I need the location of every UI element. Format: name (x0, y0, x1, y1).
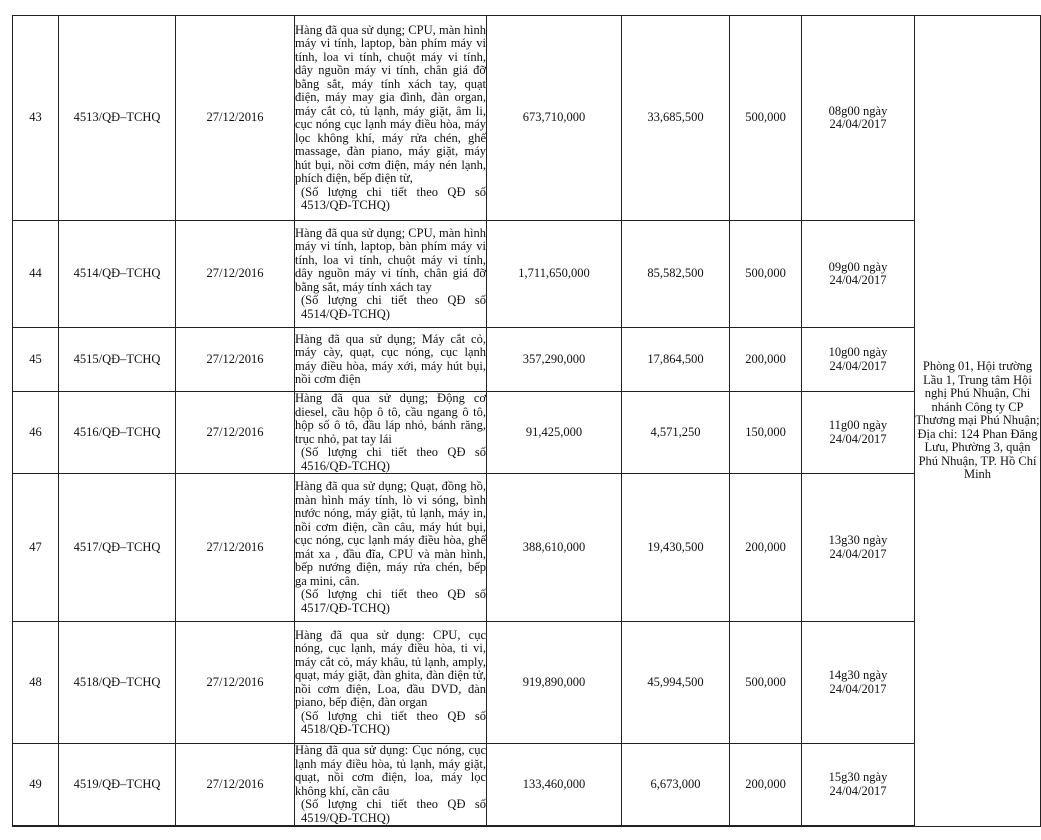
auction-time (802, 392, 915, 474)
row-number: 43 (13, 16, 59, 221)
auction-time (802, 622, 915, 744)
document-fee: 200,000 (730, 474, 802, 622)
decision-number: 4516/QĐ–TCHQ (59, 392, 176, 474)
table-row (13, 622, 1041, 744)
starting-price: 1,711,650,000 (487, 221, 622, 328)
decision-number: 4517/QĐ–TCHQ (59, 474, 176, 622)
quantity-note: (Số lượng chi tiết theo QĐ số 4514/QĐ-TCHQ) (301, 293, 486, 321)
deposit-amount: 45,994,500 (622, 622, 730, 744)
auction-time (802, 474, 915, 622)
auction-time-hour: 13g30 ngày (828, 533, 888, 547)
table-row (13, 328, 1041, 392)
auction-time-hour: 10g00 ngày (828, 345, 888, 359)
auction-time (802, 221, 915, 328)
starting-price: 388,610,000 (487, 474, 622, 622)
document-fee: 150,000 (730, 392, 802, 474)
starting-price: 357,290,000 (487, 328, 622, 392)
goods-description-text: Hàng đã qua sử dụng; Máy cắt cỏ, máy cày, quạt, cục nóng, cục lạnh máy điều hòa, máy xới, máy hút bụi, nồi cơm điện (295, 331, 486, 386)
quantity-note: (Số lượng chi tiết theo QĐ số 4517/QĐ-TCHQ) (301, 587, 486, 615)
auction-time-date: 24/04/2017 (829, 358, 887, 373)
goods-description-text: Hàng đã qua sử dụng; Động cơ diesel, cầu hộp ô tô, cầu ngang ô tô, hộp số ô tô, đầu láp nhỏ, bánh răng, trục nhỏ, pat tay lái (295, 391, 486, 446)
deposit-amount: 6,673,000 (622, 744, 730, 827)
document-fee: 200,000 (730, 328, 802, 392)
document-fee: 200,000 (730, 744, 802, 827)
starting-price: 673,710,000 (487, 16, 622, 221)
decision-date: 27/12/2016 (176, 16, 295, 221)
decision-date: 27/12/2016 (176, 392, 295, 474)
decision-number: 4518/QĐ–TCHQ (59, 622, 176, 744)
auction-time (802, 328, 915, 392)
auction-time (802, 744, 915, 827)
goods-description-text: Hàng đã qua sử dụng; CPU, màn hình máy vi tính, laptop, bàn phím máy vi tính, loa vi tính, chuột máy vi tính, dây nguồn máy vi tính, chân giá đỡ bằng sắt, máy tính xách tay (295, 225, 486, 294)
goods-description (295, 328, 487, 392)
goods-description (295, 474, 487, 622)
deposit-amount: 17,864,500 (622, 328, 730, 392)
row-number: 48 (13, 622, 59, 744)
auction-time-date: 24/04/2017 (829, 783, 887, 798)
auction-time (802, 16, 915, 221)
starting-price: 919,890,000 (487, 622, 622, 744)
starting-price: 133,460,000 (487, 744, 622, 827)
decision-number: 4515/QĐ–TCHQ (59, 328, 176, 392)
decision-number: 4519/QĐ–TCHQ (59, 744, 176, 827)
auction-schedule-table (12, 15, 1041, 827)
goods-description-text: Hàng đã qua sử dụng: CPU, cục nóng, cục lạnh, máy điều hòa, ti vi, máy cắt cỏ, máy khâu, tủ lạnh, amply, quạt, máy giặt, đàn ghita, đàn điện tử, nồi cơm điện, Loa, đầu DVD, đàn piano, bếp điện, đàn organ (295, 627, 486, 709)
decision-date: 27/12/2016 (176, 622, 295, 744)
table-row (13, 392, 1041, 474)
document-fee: 500,000 (730, 221, 802, 328)
decision-number: 4514/QĐ–TCHQ (59, 221, 176, 328)
auction-time-date: 24/04/2017 (829, 681, 887, 696)
quantity-note: (Số lượng chi tiết theo QĐ số 4516/QĐ-TCHQ) (301, 445, 486, 473)
goods-description (295, 16, 487, 221)
goods-description-text: Hàng đã qua sử dụng; CPU, màn hình máy vi tính, laptop, bàn phím máy vi tính, loa vi tính, chuột máy vi tính, dây nguồn máy vi tính, chân giá đỡ bằng sắt, máy tính xách tay, quạt điện, máy may gia đình, đàn organ, máy cắt cỏ, tủ lạnh, máy giặt, âm li, cục nóng cục lạnh máy điều hòa, máy lọc không khí, máy rửa chén, ghế massage, đàn piano, máy giặt, máy hút bụi, nồi cơm điện, máy nén lạnh, phích điện, bếp điện từ, (295, 22, 486, 185)
deposit-amount: 4,571,250 (622, 392, 730, 474)
auction-time-hour: 14g30 ngày (828, 668, 888, 682)
goods-description (295, 392, 487, 474)
auction-time-date: 24/04/2017 (829, 117, 887, 131)
decision-date: 27/12/2016 (176, 474, 295, 622)
auction-venue: Phòng 01, Hội trường Lầu 1, Trung tâm Hội nghị Phú Nhuận, Chi nhánh Công ty CP Thương mại Phú Nhuận; Địa chỉ: 124 Phan Đăng Lưu, Phường 3, quận Phú Nhuận, TP. Hồ Chí Minh (915, 16, 1041, 827)
row-number: 49 (13, 744, 59, 827)
decision-number: 4513/QĐ–TCHQ (59, 16, 176, 221)
quantity-note: (Số lượng chi tiết theo QĐ số 4519/QĐ-TCHQ) (301, 797, 486, 825)
decision-date: 27/12/2016 (176, 744, 295, 827)
starting-price: 91,425,000 (487, 392, 622, 474)
decision-date: 27/12/2016 (176, 221, 295, 328)
auction-time-date: 24/04/2017 (829, 273, 887, 287)
table-row (13, 744, 1041, 827)
document-fee: 500,000 (730, 622, 802, 744)
goods-description-text: Hàng đã qua sử dụng: Cục nóng, cục lạnh máy điều hòa, tủ lạnh, máy giặt, quạt, nồi cơm điện, loa, máy lọc không khí, cần câu (295, 743, 486, 798)
quantity-note: (Số lượng chi tiết theo QĐ số 4513/QĐ-TCHQ) (301, 184, 486, 212)
deposit-amount: 85,582,500 (622, 221, 730, 328)
row-number: 47 (13, 474, 59, 622)
deposit-amount: 19,430,500 (622, 474, 730, 622)
quantity-note: (Số lượng chi tiết theo QĐ số 4518/QĐ-TCHQ) (301, 708, 486, 736)
deposit-amount: 33,685,500 (622, 16, 730, 221)
goods-description-text: Hàng đã qua sử dụng; Quạt, đồng hồ, màn hình máy tính, lò vi sóng, bình nước nóng, máy giặt, tủ lạnh, máy in, nồi cơm điện, cần câu, máy hút bụi, cục nóng, cục lạnh máy điều hòa, ghế mát xa , đầu đĩa, CPU và màn hình, bếp nướng điện, máy rửa chén, bếp ga mini, cân. (295, 479, 486, 588)
auction-time-hour: 11g00 ngày (828, 418, 888, 432)
auction-time-hour: 09g00 ngày (828, 259, 888, 274)
document-fee: 500,000 (730, 16, 802, 221)
row-number: 45 (13, 328, 59, 392)
auction-time-hour: 15g30 ngày (828, 770, 888, 784)
auction-time-hour: 08g00 ngày (828, 103, 888, 118)
goods-description (295, 744, 487, 827)
auction-time-date: 24/04/2017 (829, 431, 887, 446)
table-row (13, 16, 1041, 221)
decision-date: 27/12/2016 (176, 328, 295, 392)
goods-description (295, 622, 487, 744)
table-row (13, 474, 1041, 622)
goods-description (295, 221, 487, 328)
auction-time-date: 24/04/2017 (829, 546, 887, 561)
row-number: 44 (13, 221, 59, 328)
table-row (13, 221, 1041, 328)
row-number: 46 (13, 392, 59, 474)
